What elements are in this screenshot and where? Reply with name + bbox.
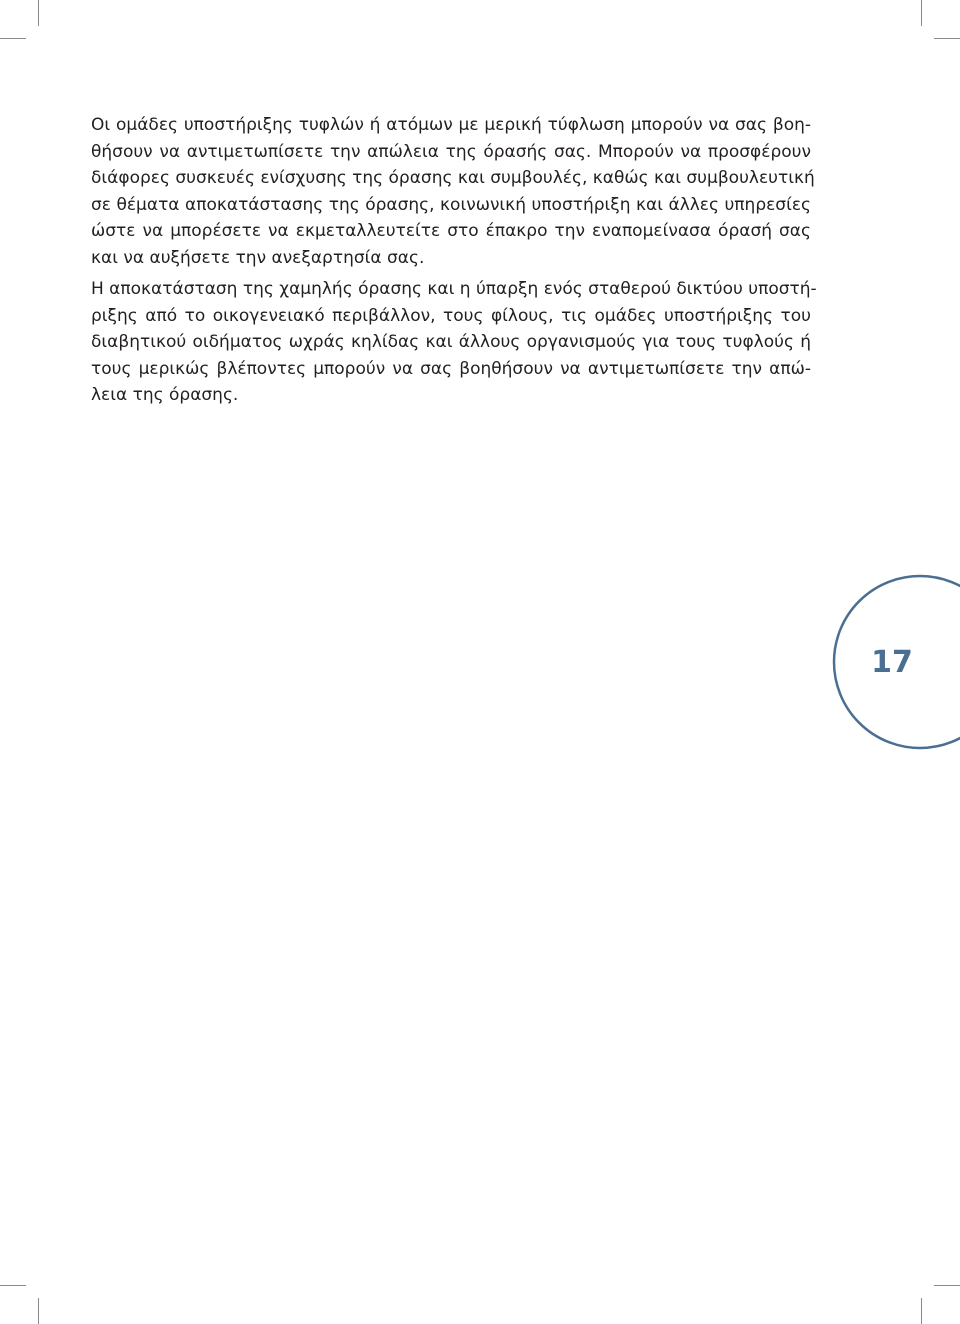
page-number: 17 xyxy=(871,645,913,680)
text-line: σε θέματα αποκατάστασης της όρασης, κοινωνική υποστήριξη και άλλες υπηρεσίες xyxy=(91,194,811,215)
text-line: ριξης από το οικογενειακό περιβάλλον, τους φίλους, τις ομάδες υποστήριξης του xyxy=(91,305,811,326)
text-line: τους μερικώς βλέποντες μπορούν να σας βοηθήσουν να αντιμετωπίσετε την απώ- xyxy=(91,358,811,379)
crop-mark-top-right xyxy=(921,0,922,26)
text-line: και να αυξήσετε την ανεξαρτησία σας. xyxy=(91,247,425,268)
text-line: ώστε να μπορέσετε να εκμεταλλευτείτε στο έπακρο την εναπομείνασα όρασή σας xyxy=(91,221,811,241)
crop-mark-right-top xyxy=(934,38,960,39)
text-line: διάφορες συσκευές ενίσχυσης της όρασης και συμβουλές, καθώς και συμβουλευτική xyxy=(91,168,815,188)
text-line: Η αποκατάσταση της χαμηλής όρασης και η ύπαρξη ενός σταθερού δικτύου υποστή- xyxy=(91,279,817,299)
crop-mark-bottom-right xyxy=(921,1298,922,1324)
paragraph-rehabilitation xyxy=(91,276,817,409)
crop-mark-left-top xyxy=(0,38,26,39)
body-text xyxy=(91,112,817,409)
crop-mark-top-left xyxy=(38,0,39,26)
crop-mark-right-bottom xyxy=(934,1285,960,1286)
text-line: διαβητικού οιδήματος ωχράς κηλίδας και άλλους οργανισμούς για τους τυφλούς ή xyxy=(91,332,811,352)
text-line: Οι ομάδες υποστήριξης τυφλών ή ατόμων με μερική τύφλωση μπορούν να σας βοη- xyxy=(91,115,811,135)
text-line: λεια της όρασης. xyxy=(91,385,239,405)
crop-mark-left-bottom xyxy=(0,1285,26,1286)
crop-mark-bottom-left xyxy=(38,1298,39,1324)
text-line: θήσουν να αντιμετωπίσετε την απώλεια της όρασής σας. Μπορούν να προσφέρουν xyxy=(91,141,811,162)
paragraph-support-groups xyxy=(91,112,815,271)
